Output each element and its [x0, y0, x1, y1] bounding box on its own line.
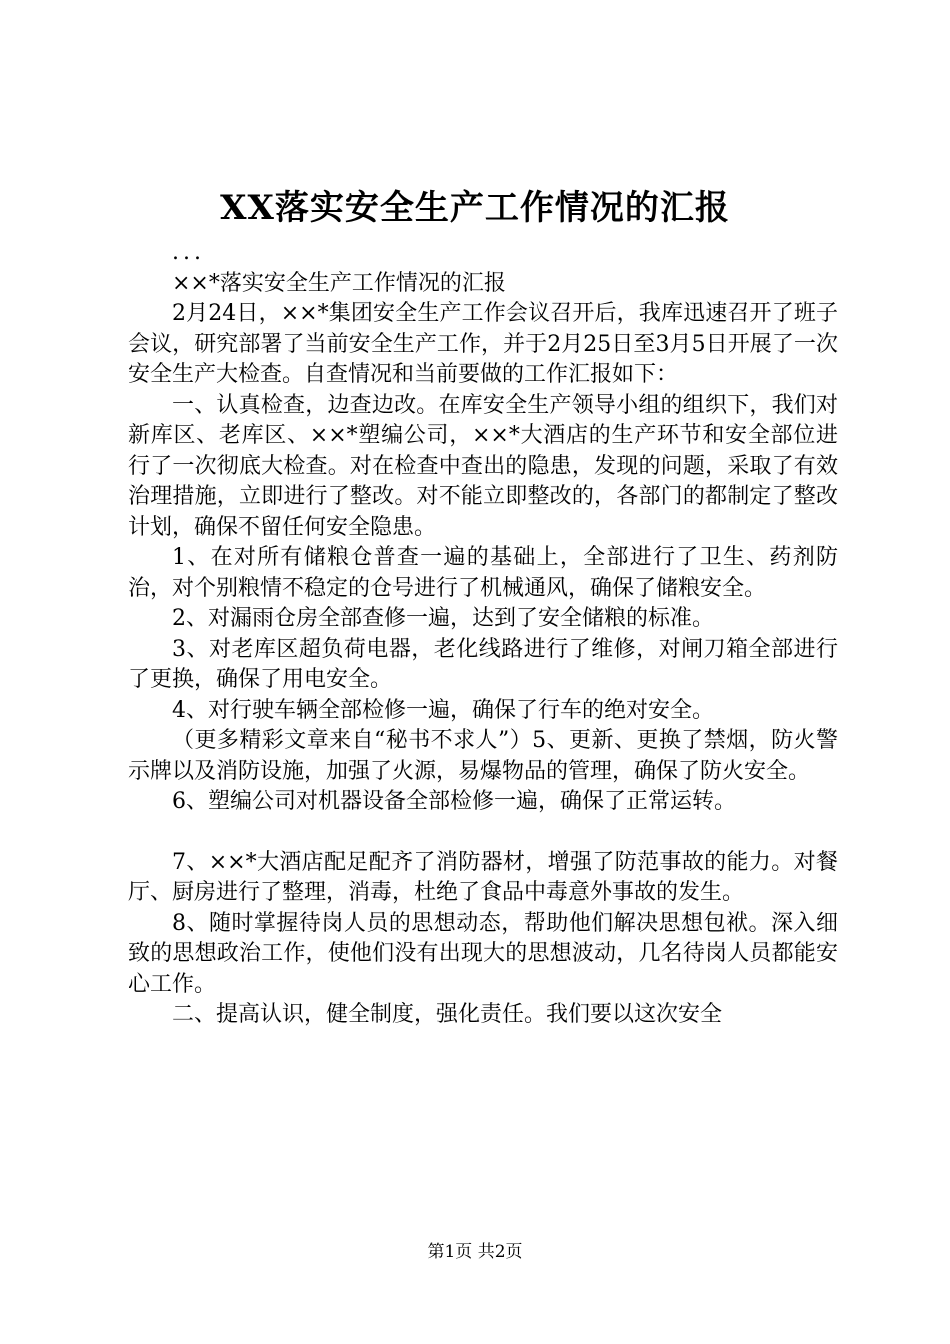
paragraph-item-7: 7、××*大酒店配足配齐了消防器材，增强了防范事故的能力。对餐厅、厨房进行了整理，消毒，杜绝了食品中毒意外事故的发生。 [128, 849, 838, 905]
paragraph-item-8: 8、随时掌握待岗人员的思想动态，帮助他们解决思想包袱。深入细致的思想政治工作，使他们没有出现大的思想波动，几名待岗人员都能安心工作。 [128, 910, 838, 997]
document-title: XX落实安全生产工作情况的汇报 [220, 188, 730, 228]
paragraph-section-two: 二、提高认识，健全制度，强化责任。我们要以这次安全 [172, 1002, 723, 1027]
paragraph-subtitle: ××*落实安全生产工作情况的汇报 [172, 270, 506, 296]
paragraph-item-3: 3、对老库区超负荷电器，老化线路进行了维修，对闸刀箱全部进行了更换，确保了用电安全。 [128, 636, 838, 692]
paragraph-section-one: 一、认真检查，边查边改。在库安全生产领导小组的组织下，我们对新库区、老库区、××*塑编公司，××*大酒店的生产环节和安全部位进行了一次彻底大检查。对在检查中查出的隐患，发现的问题，采取了有效治理措施，立即进行了整改。对不能立即整改的，各部门的都制定了整改计划，确保不留任何安全隐患。 [128, 392, 838, 540]
paragraph-item-1: 1、在对所有储粮仓普查一遍的基础上，全部进行了卫生、药剂防治，对个别粮情不稳定的仓号进行了机械通风，确保了储粮安全。 [128, 545, 838, 601]
document-body [128, 238, 838, 1031]
paragraph-intro: 2月24日，××*集团安全生产工作会议召开后，我库迅速召开了班子会议，研究部署了当前安全生产工作，并于2月25日至3月5日开展了一次安全生产大检查。自查情况和当前要做的工作汇报如下： [128, 301, 838, 387]
paragraph-item-2: 2、对漏雨仓房全部查修一遍，达到了安全储粮的标准。 [172, 606, 714, 631]
page-footer: 第1页 共2页 [427, 1242, 523, 1262]
paragraph-item-5: （更多精彩文章来自“秘书不求人”）5、更新、更换了禁烟，防火警示牌以及消防设施，加强了火源，易爆物品的管理，确保了防火安全。 [128, 728, 838, 784]
paragraph-item-4: 4、对行驶车辆全部检修一遍，确保了行车的绝对安全。 [172, 697, 714, 723]
paragraph-ellipsis: ... [172, 240, 205, 265]
paragraph-item-6: 6、塑编公司对机器设备全部检修一遍，确保了正常运转。 [172, 789, 736, 814]
